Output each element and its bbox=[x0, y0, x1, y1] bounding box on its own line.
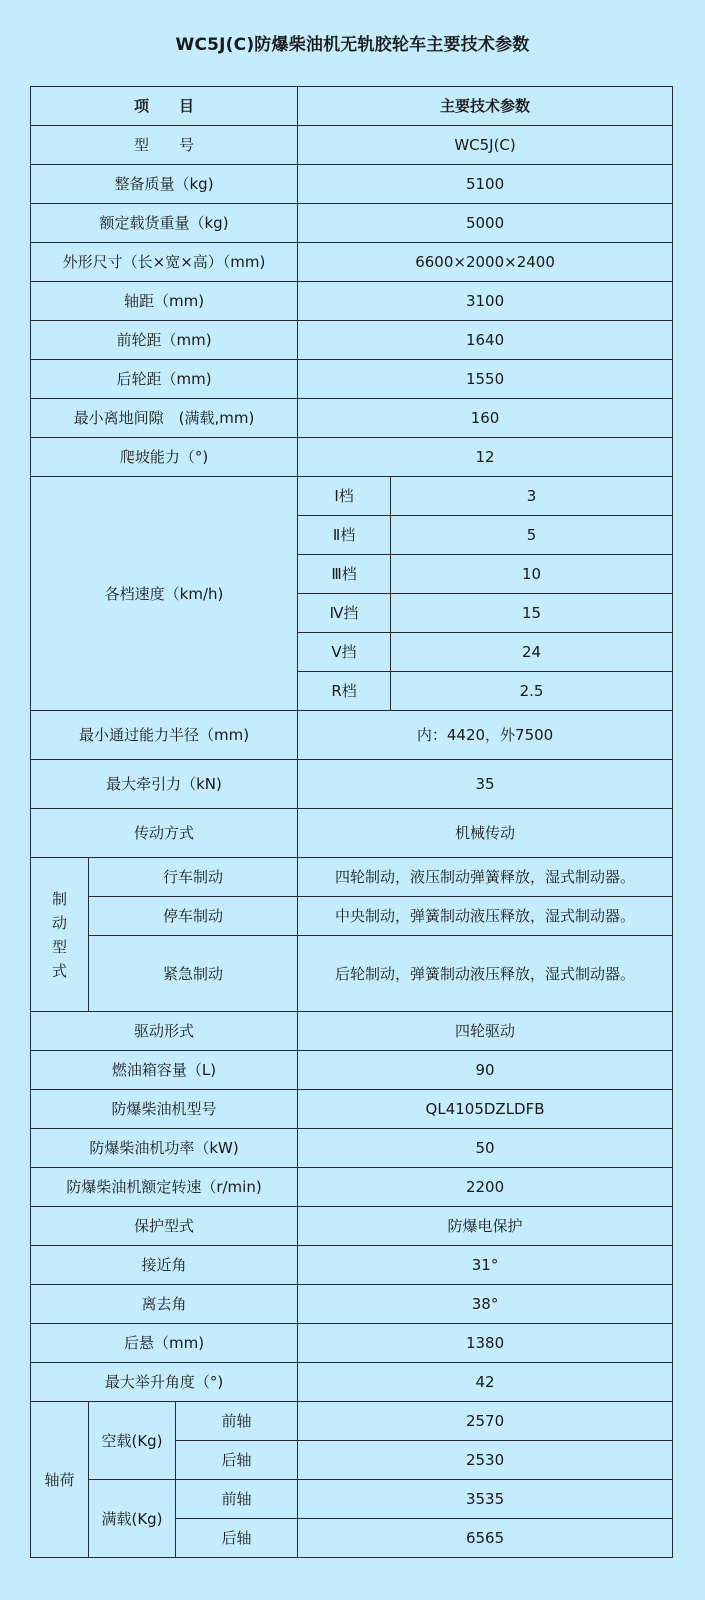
row-value: 12 bbox=[298, 438, 673, 477]
row-label: 接近角 bbox=[31, 1246, 298, 1285]
row-value: QL4105DZLDFB bbox=[298, 1090, 673, 1129]
axle-value: 2570 bbox=[298, 1402, 673, 1441]
brake-type-label bbox=[31, 858, 89, 1012]
speed-row bbox=[31, 477, 673, 516]
row-label: 保护型式 bbox=[31, 1207, 298, 1246]
table-row bbox=[31, 711, 673, 760]
axle-position: 后轴 bbox=[176, 1519, 298, 1558]
row-value: 50 bbox=[298, 1129, 673, 1168]
axle-position: 前轴 bbox=[176, 1402, 298, 1441]
row-label: 整备质量（kg) bbox=[31, 165, 298, 204]
row-label: 防爆柴油机功率（kW) bbox=[31, 1129, 298, 1168]
table-row bbox=[31, 321, 673, 360]
brake-row bbox=[31, 936, 673, 1012]
row-value: 6600×2000×2400 bbox=[298, 243, 673, 282]
table-row bbox=[31, 1363, 673, 1402]
axle-full-label: 满载(Kg) bbox=[89, 1480, 176, 1558]
row-value: 内：4420，外7500 bbox=[298, 711, 673, 760]
table-row bbox=[31, 760, 673, 809]
gear-label: Ⅲ档 bbox=[298, 555, 391, 594]
row-label: 最小离地间隙 (满载,mm) bbox=[31, 399, 298, 438]
gear-value: 2.5 bbox=[391, 672, 673, 711]
row-value: 35 bbox=[298, 760, 673, 809]
header-value: 主要技术参数 bbox=[298, 87, 673, 126]
table-row bbox=[31, 360, 673, 399]
row-label: 最大牵引力（kN) bbox=[31, 760, 298, 809]
table-row bbox=[31, 126, 673, 165]
axle-empty-label: 空载(Kg) bbox=[89, 1402, 176, 1480]
brake-char: 式 bbox=[51, 961, 67, 980]
table-row bbox=[31, 1285, 673, 1324]
axle-label: 轴荷 bbox=[31, 1402, 89, 1558]
brake-char: 型 bbox=[51, 937, 67, 956]
table-row bbox=[31, 1051, 673, 1090]
row-label: 防爆柴油机额定转速（r/min) bbox=[31, 1168, 298, 1207]
table-row bbox=[31, 282, 673, 321]
page-title: WC5J(C)防爆柴油机无轨胶轮车主要技术参数 bbox=[175, 35, 530, 55]
axle-position: 后轴 bbox=[176, 1441, 298, 1480]
gear-value: 24 bbox=[391, 633, 673, 672]
row-value: 3100 bbox=[298, 282, 673, 321]
table-row bbox=[31, 243, 673, 282]
row-label: 传动方式 bbox=[31, 809, 298, 858]
row-value: 5000 bbox=[298, 204, 673, 243]
gear-value: 5 bbox=[391, 516, 673, 555]
axle-value: 6565 bbox=[298, 1519, 673, 1558]
row-label: 型 号 bbox=[31, 126, 298, 165]
table-row bbox=[31, 1168, 673, 1207]
brake-value: 四轮制动，液压制动弹簧释放，湿式制动器。 bbox=[298, 858, 673, 897]
row-label: 轴距（mm) bbox=[31, 282, 298, 321]
speed-label: 各档速度（km/h) bbox=[31, 477, 298, 711]
axle-position: 前轴 bbox=[176, 1480, 298, 1519]
row-label: 驱动形式 bbox=[31, 1012, 298, 1051]
table-row bbox=[31, 204, 673, 243]
brake-value: 中央制动，弹簧制动液压释放，湿式制动器。 bbox=[298, 897, 673, 936]
brake-value: 后轮制动，弹簧制动液压释放，湿式制动器。 bbox=[298, 936, 673, 1012]
brake-char: 制 bbox=[51, 889, 67, 908]
table-row bbox=[31, 1012, 673, 1051]
axle-value: 2530 bbox=[298, 1441, 673, 1480]
row-value: 1380 bbox=[298, 1324, 673, 1363]
axle-row bbox=[31, 1402, 673, 1441]
brake-label: 停车制动 bbox=[89, 897, 298, 936]
axle-row bbox=[31, 1480, 673, 1519]
row-label: 离去角 bbox=[31, 1285, 298, 1324]
row-label: 最小通过能力半径（mm) bbox=[31, 711, 298, 760]
row-value: 160 bbox=[298, 399, 673, 438]
gear-label: Ⅰ档 bbox=[298, 477, 391, 516]
row-value: 防爆电保护 bbox=[298, 1207, 673, 1246]
row-value: 5100 bbox=[298, 165, 673, 204]
gear-value: 10 bbox=[391, 555, 673, 594]
table-row bbox=[31, 1207, 673, 1246]
row-label: 防爆柴油机型号 bbox=[31, 1090, 298, 1129]
table-row bbox=[31, 399, 673, 438]
row-value: 1550 bbox=[298, 360, 673, 399]
axle-value: 3535 bbox=[298, 1480, 673, 1519]
row-label: 后悬（mm) bbox=[31, 1324, 298, 1363]
header-item: 项 目 bbox=[31, 87, 298, 126]
table-row bbox=[31, 1090, 673, 1129]
row-value: 38° bbox=[298, 1285, 673, 1324]
row-value: 四轮驱动 bbox=[298, 1012, 673, 1051]
table-row bbox=[31, 165, 673, 204]
brake-label: 紧急制动 bbox=[89, 936, 298, 1012]
row-value: 2200 bbox=[298, 1168, 673, 1207]
brake-row bbox=[31, 897, 673, 936]
row-value: 31° bbox=[298, 1246, 673, 1285]
row-value: 42 bbox=[298, 1363, 673, 1402]
table-row bbox=[31, 809, 673, 858]
row-label: 外形尺寸（长×宽×高）（mm) bbox=[31, 243, 298, 282]
gear-label: Ⅱ档 bbox=[298, 516, 391, 555]
row-label: 后轮距（mm) bbox=[31, 360, 298, 399]
gear-label: R档 bbox=[298, 672, 391, 711]
table-header-row bbox=[31, 87, 673, 126]
row-label: 额定载货重量（kg) bbox=[31, 204, 298, 243]
brake-row bbox=[31, 858, 673, 897]
gear-value: 15 bbox=[391, 594, 673, 633]
row-value: 机械传动 bbox=[298, 809, 673, 858]
brake-char: 动 bbox=[51, 913, 67, 932]
row-value: WC5J(C) bbox=[298, 126, 673, 165]
gear-value: 3 bbox=[391, 477, 673, 516]
row-label: 燃油箱容量（L) bbox=[31, 1051, 298, 1090]
gear-label: Ⅴ挡 bbox=[298, 633, 391, 672]
row-value: 1640 bbox=[298, 321, 673, 360]
table-row bbox=[31, 1324, 673, 1363]
table-row bbox=[31, 1246, 673, 1285]
row-label: 前轮距（mm) bbox=[31, 321, 298, 360]
row-value: 90 bbox=[298, 1051, 673, 1090]
gear-label: Ⅳ挡 bbox=[298, 594, 391, 633]
table-row bbox=[31, 438, 673, 477]
row-label: 最大举升角度（°) bbox=[31, 1363, 298, 1402]
row-label: 爬坡能力（°) bbox=[31, 438, 298, 477]
table-row bbox=[31, 1129, 673, 1168]
spec-table bbox=[30, 86, 673, 1558]
brake-label: 行车制动 bbox=[89, 858, 298, 897]
